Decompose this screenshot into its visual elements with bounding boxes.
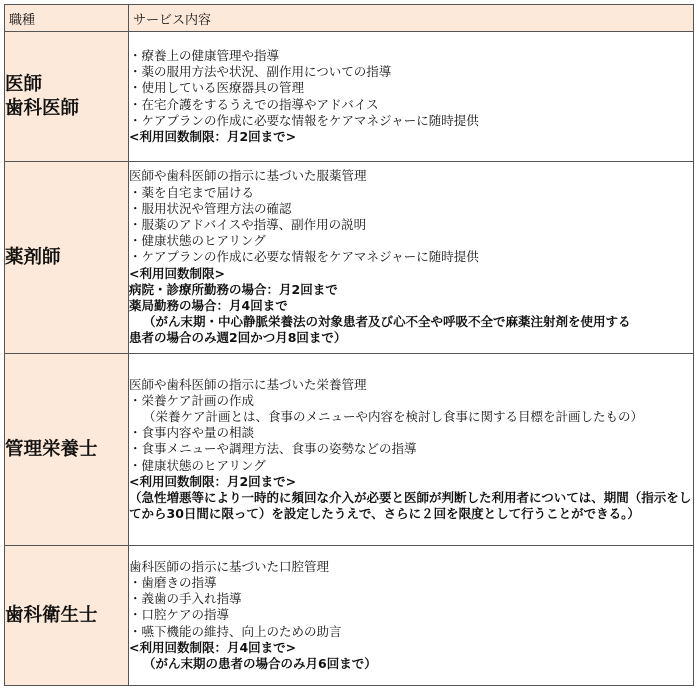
service-line: ・療養上の健康管理や指導 bbox=[129, 47, 280, 63]
service-line: ・健康状態のヒアリング bbox=[129, 233, 266, 249]
usage-limit: <利用回数制限：月4回まで> bbox=[129, 639, 297, 655]
service-line: ・ケアプランの作成に必要な情報をケアマネジャーに随時提供 bbox=[129, 112, 479, 128]
table-row bbox=[5, 162, 694, 354]
job-cell bbox=[5, 32, 129, 162]
job-cell bbox=[5, 162, 129, 354]
usage-limit-detail: 薬局勤務の場合：月4回まで bbox=[129, 298, 288, 313]
service-line: ・歯磨きの指導 bbox=[129, 574, 217, 590]
usage-limit: <利用回数制限：月2回まで> bbox=[129, 128, 297, 144]
service-line: ・健康状態のヒアリング bbox=[129, 457, 266, 473]
service-cell bbox=[129, 162, 694, 354]
header-service: サービス内容 bbox=[129, 5, 694, 32]
header-row bbox=[5, 5, 694, 32]
service-line: 医師や歯科医師の指示に基づいた栄養管理 bbox=[129, 376, 367, 392]
service-line: ・ケアプランの作成に必要な情報をケアマネジャーに随時提供 bbox=[129, 249, 479, 265]
service-line: ・栄養ケア計画の作成 bbox=[129, 392, 255, 408]
service-line: ・使用している医療器具の管理 bbox=[129, 80, 305, 96]
service-line: ・服薬のアドバイスや指導、副作用の説明 bbox=[129, 216, 367, 232]
service-line: ・服用状況や管理方法の確認 bbox=[129, 200, 292, 216]
usage-limit: <利用回数制限> bbox=[129, 265, 225, 281]
table-row bbox=[5, 546, 694, 686]
service-line: ・薬の服用方法や状況、副作用についての指導 bbox=[129, 64, 392, 80]
service-cell bbox=[129, 354, 694, 546]
usage-limit-note: （急性増悪等により一時的に頻回な介入が必要と医師が判断した利用者については、期間（指示をしてから30日間に限って）を設定したうえで、さらに２回を限度として行うことができる。） bbox=[129, 490, 692, 522]
service-cell bbox=[129, 546, 694, 686]
service-line: ・在宅介護をするうえでの指導やアドバイス bbox=[129, 96, 379, 112]
table-row bbox=[5, 32, 694, 162]
job-name: 管理栄養士 bbox=[5, 438, 98, 460]
usage-limit: <利用回数制限：月2回まで> bbox=[129, 473, 297, 489]
table-row bbox=[5, 354, 694, 546]
header-job: 職種 bbox=[5, 5, 129, 32]
job-cell bbox=[5, 354, 129, 546]
service-table bbox=[4, 4, 694, 686]
service-line: 歯科医師の指示に基づいた口腔管理 bbox=[129, 558, 330, 574]
service-line: ・口腔ケアの指導 bbox=[129, 607, 230, 623]
service-line: 医師や歯科医師の指示に基づいた服薬管理 bbox=[129, 168, 367, 184]
usage-limit-detail: 病院・診療所勤務の場合：月2回まで bbox=[129, 281, 338, 297]
usage-limit-note: （がん末期の患者の場合のみ月6回まで） bbox=[143, 656, 377, 671]
job-cell bbox=[5, 546, 129, 686]
service-line: ・嚥下機能の維持、向上のための助言 bbox=[129, 623, 342, 639]
service-line: ・食事メニューや調理方法、食事の姿勢などの指導 bbox=[129, 441, 417, 457]
service-line: ・食事内容や量の相談 bbox=[129, 425, 255, 441]
service-line: ・義歯の手入れ指導 bbox=[129, 591, 242, 607]
service-line: ・薬を自宅まで届ける bbox=[129, 184, 255, 200]
job-name: 歯科医師 bbox=[5, 97, 80, 119]
usage-limit-note: 患者の場合のみ週2回かつ月8回まで） bbox=[129, 330, 347, 346]
job-name: 歯科衛生士 bbox=[5, 604, 98, 626]
service-line: （栄養ケア計画とは、食事のメニューや内容を検討し食事に関する目標を計画したもの） bbox=[143, 408, 644, 424]
service-cell bbox=[129, 32, 694, 162]
usage-limit-note: （がん末期・中心静脈栄養法の対象患者及び心不全や呼吸不全で麻薬注射剤を使用する bbox=[143, 314, 631, 330]
job-name: 医師 bbox=[5, 73, 43, 95]
job-name: 薬剤師 bbox=[5, 246, 61, 268]
